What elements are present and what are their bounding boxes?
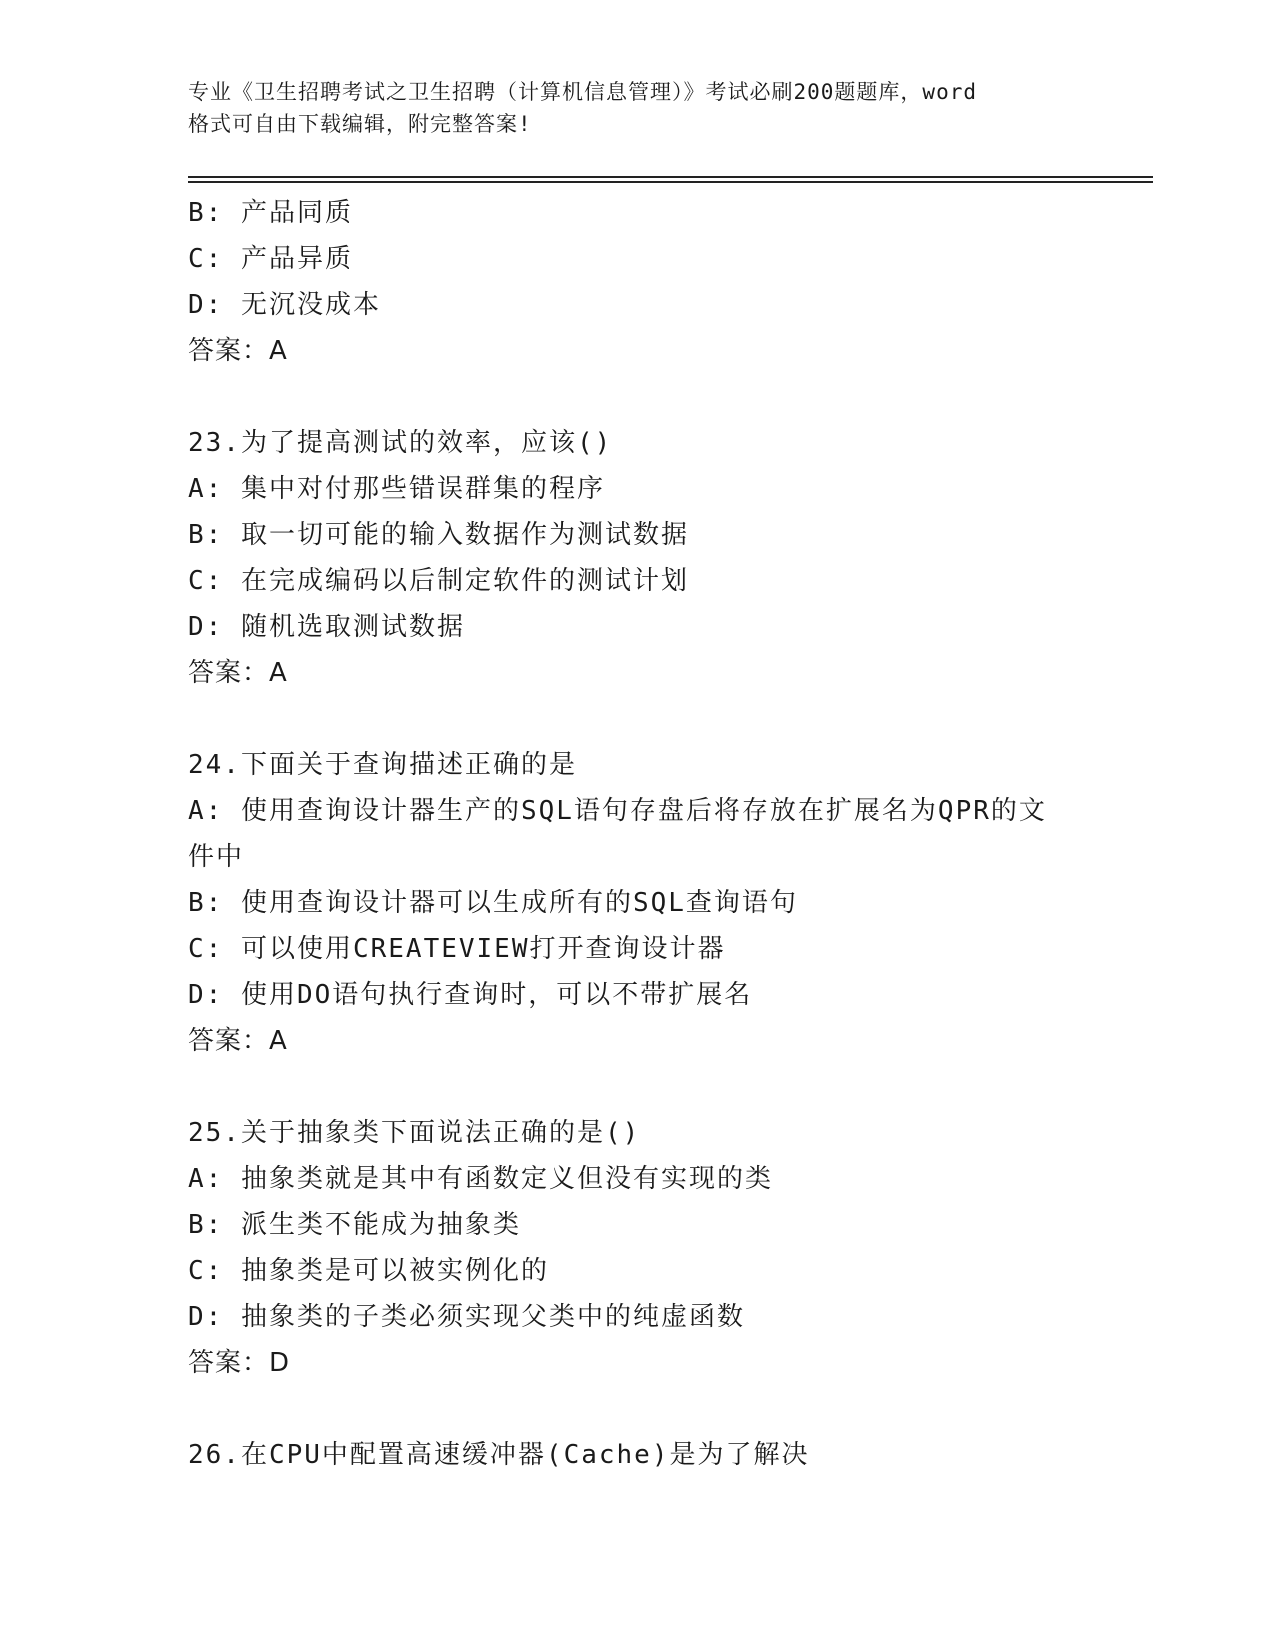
document-header — [188, 76, 1088, 140]
option-c: C: 在完成编码以后制定软件的测试计划 — [188, 566, 689, 596]
question-stem: 23.为了提高测试的效率，应该() — [188, 428, 613, 458]
option-a: A: 集中对付那些错误群集的程序 — [188, 474, 605, 504]
spacer — [188, 696, 1068, 742]
option-a: A: 抽象类就是其中有函数定义但没有实现的类 — [188, 1164, 773, 1194]
question-24 — [188, 742, 1068, 1064]
question-stem: 24.下面关于查询描述正确的是 — [188, 750, 577, 780]
header-line-2: 格式可自由下载编辑，附完整答案! — [188, 112, 532, 136]
spacer — [188, 374, 1068, 420]
option-b: B: 使用查询设计器可以生成所有的SQL查询语句 — [188, 888, 798, 918]
option-b: B: 产品同质 — [188, 198, 353, 228]
option-c: C: 抽象类是可以被实例化的 — [188, 1256, 549, 1286]
header-divider-bottom — [188, 181, 1153, 183]
option-c: C: 可以使用CREATEVIEW打开查询设计器 — [188, 934, 726, 964]
question-stem: 26.在CPU中配置高速缓冲器(Cache)是为了解决 — [188, 1440, 810, 1470]
option-b: B: 取一切可能的输入数据作为测试数据 — [188, 520, 689, 550]
option-d: D: 抽象类的子类必须实现父类中的纯虚函数 — [188, 1302, 745, 1332]
question-stem: 25.关于抽象类下面说法正确的是() — [188, 1118, 641, 1148]
option-d: D: 使用DO语句执行查询时，可以不带扩展名 — [188, 980, 753, 1010]
answer-line: 答案：A — [188, 1026, 288, 1056]
option-b: B: 派生类不能成为抽象类 — [188, 1210, 521, 1240]
spacer — [188, 1064, 1068, 1110]
option-a: A: 使用查询设计器生产的SQL语句存盘后将存放在扩展名为QPR的文件中 — [188, 796, 1047, 872]
option-c: C: 产品异质 — [188, 244, 353, 274]
spacer — [188, 1386, 1068, 1432]
question-26 — [188, 1432, 1068, 1478]
option-d: D: 随机选取测试数据 — [188, 612, 465, 642]
question-fragment — [188, 190, 1068, 374]
header-line-1: 专业《卫生招聘考试之卫生招聘（计算机信息管理）》考试必刷200题题库，word — [188, 80, 977, 104]
header-divider-top — [188, 176, 1153, 178]
answer-line: 答案：A — [188, 336, 288, 366]
question-23 — [188, 420, 1068, 696]
option-d: D: 无沉没成本 — [188, 290, 381, 320]
question-list — [188, 190, 1068, 1478]
question-25 — [188, 1110, 1068, 1386]
answer-line: 答案：A — [188, 658, 288, 688]
answer-line: 答案：D — [188, 1348, 291, 1378]
